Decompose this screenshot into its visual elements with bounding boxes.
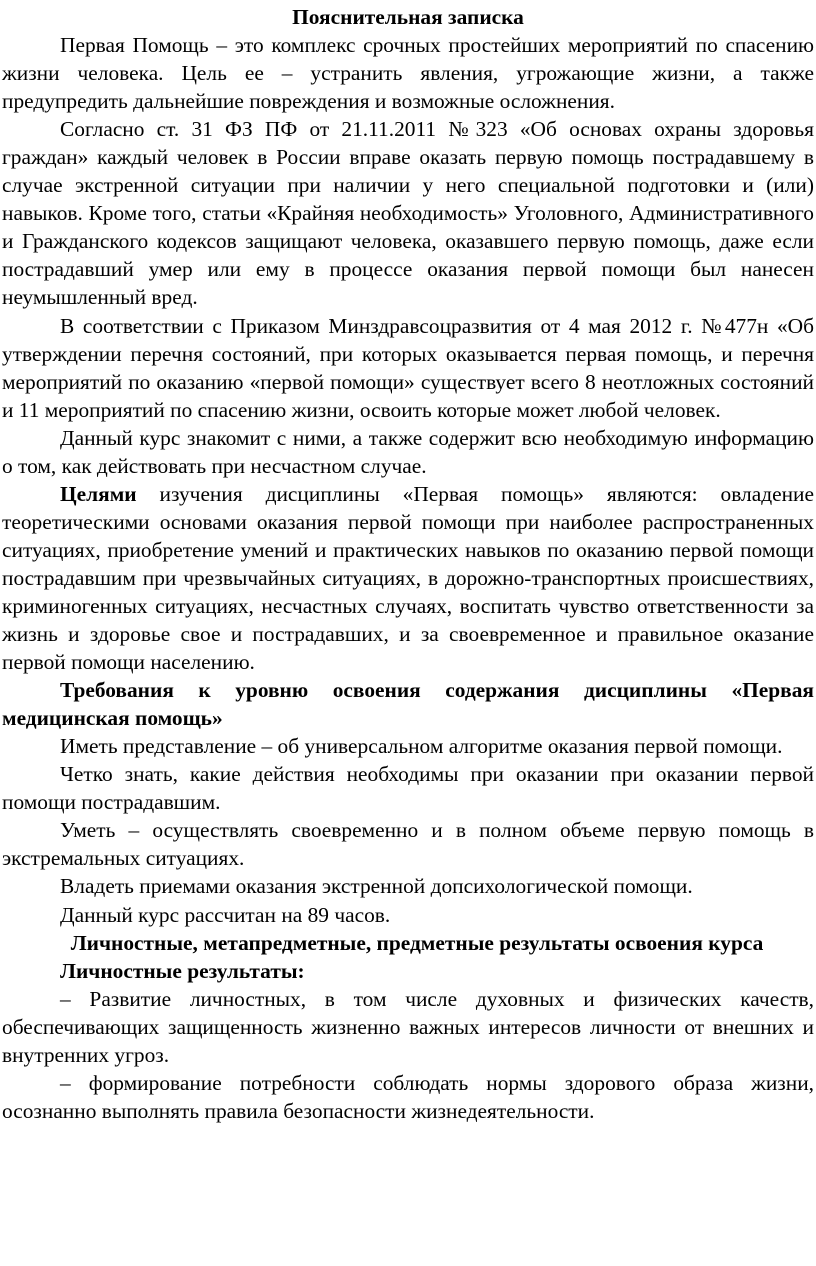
intro-paragraph: Первая Помощь – это комплекс срочных простейших мероприятий по спасению жизни человека. Цель ее – устранить явления, угрожающие жизни, а также предупредить дальнейшие повреждения и возможные осложнения.: [2, 33, 814, 114]
order-paragraph: В соответствии с Приказом Минздравсоцразвития от 4 мая 2012 г. №477н «Об утверждении перечня состояний, при которых оказывается первая помощь, и перечня мероприятий по оказанию «первой помощи» существует всего 8 неотложных состояний и 11 мероприятий по спасению жизни, освоить которые может любой человек.: [2, 313, 814, 422]
personal-result-1: – Развитие личностных, в том числе духовных и физических качеств, обеспечивающих защищенность жизненно важных интересов личности от внешних и внутренних угроз.: [2, 986, 814, 1067]
document-title: Пояснительная записка: [292, 5, 524, 29]
law-paragraph: Согласно ст. 31 ФЗ ПФ от 21.11.2011 №323 «Об основах охраны здоровья граждан» каждый человек в России вправе оказать первую помощь пострадавшему в случае экстренной ситуации при наличии у него специальной подготовки и (или) навыков. Кроме того, статьи «Крайняя необходимость» Уголовного, Административного и Гражданского кодексов защищают человека, оказавшего первую помощь, даже если пострадавший умер или ему в процессе оказания первой помощи был нанесен неумышленный вред.: [2, 117, 814, 310]
course-paragraph: Данный курс знакомит с ними, а также содержит всю необходимую информацию о том, как действовать при несчастном случае.: [2, 425, 814, 478]
requirement-skill-paragraph: Уметь – осуществлять своевременно и в полном объеме первую помощь в экстремальных ситуациях.: [2, 818, 814, 871]
document-page: [2, 3, 814, 1125]
hours-paragraph: Данный курс рассчитан на 89 часов.: [60, 902, 391, 927]
goals-text: изучения дисциплины «Первая помощь» являются: овладение теоретическими основами оказания первой помощи при наиболее распространенных ситуациях, приобретение умений и практических навыков по оказанию первой помощи пострадавшим при чрезвычайных ситуациях, в дорожно-транспортных происшествиях, криминогенных ситуациях, несчастных случаях, воспитать чувство ответственности за жизнь и здоровье свое и пострадавших, и за своевременное и правильное оказание первой помощи населению.: [2, 481, 814, 675]
requirement-know-paragraph: Иметь представление – об универсальном алгоритме оказания первой помощи.: [60, 734, 783, 759]
personal-result-2: – формирование потребности соблюдать нормы здорового образа жизни, осознанно выполнять правила безопасности жизнедеятельности.: [2, 1070, 814, 1123]
goals-lead: Целями: [60, 481, 137, 506]
requirements-heading: Требования к уровню освоения содержания дисциплины «Первая медицинская помощь»: [2, 678, 814, 731]
requirement-master-paragraph: Владеть приемами оказания экстренной допсихологической помощи.: [60, 874, 693, 899]
requirement-actions-paragraph: Четко знать, какие действия необходимы при оказании при оказании первой помощи пострадавшим.: [2, 762, 814, 815]
goals-paragraph: [2, 480, 814, 676]
results-heading: Личностные, метапредметные, предметные результаты освоения курса: [70, 930, 764, 955]
personal-results-heading: Личностные результаты:: [60, 958, 305, 983]
